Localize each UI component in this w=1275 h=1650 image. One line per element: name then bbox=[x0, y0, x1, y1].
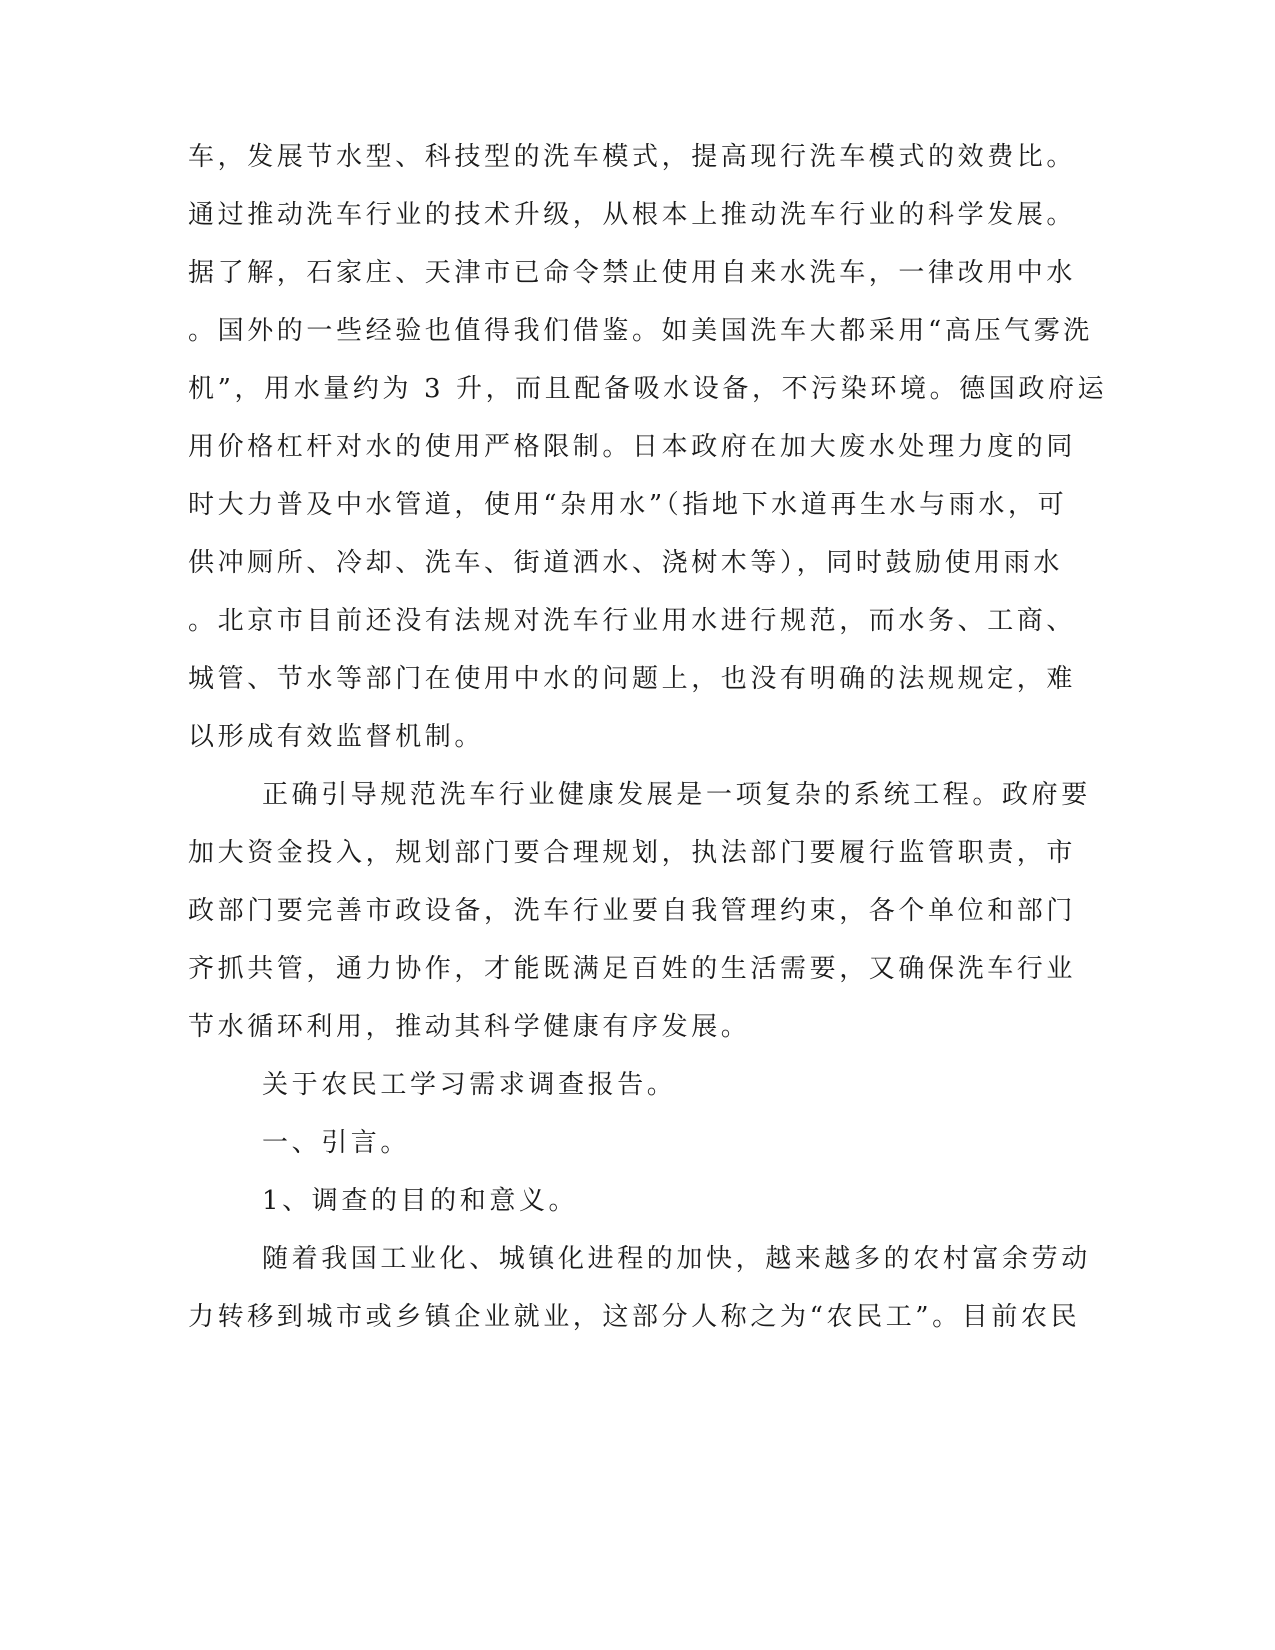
text-line: 节水循环利用，推动其科学健康有序发展。 bbox=[188, 1012, 751, 1042]
text-line: 政部门要完善市政设备，洗车行业要自我管理约束，各个单位和部门 bbox=[188, 896, 1077, 926]
subsection-heading: 1、调查的目的和意义。 bbox=[262, 1186, 579, 1216]
text-line: 以形成有效监督机制。 bbox=[188, 722, 485, 752]
text-line: 齐抓共管，通力协作，才能既满足百姓的生活需要，又确保洗车行业 bbox=[188, 954, 1077, 984]
text-line: 。北京市目前还没有法规对洗车行业用水进行规范，而水务、工商、 bbox=[188, 606, 1077, 636]
text-line: 机”，用水量约为 3 升，而且配备吸水设备，不污染环境。德国政府运 bbox=[188, 374, 1108, 404]
text-line: 。国外的一些经验也值得我们借鉴。如美国洗车大都采用“高压气雾洗 bbox=[188, 316, 1093, 346]
section-heading: 一、引言。 bbox=[262, 1128, 411, 1158]
text-line: 城管、节水等部门在使用中水的问题上，也没有明确的法规规定，难 bbox=[188, 664, 1077, 694]
text-line: 据了解，石家庄、天津市已命令禁止使用自来水洗车，一律改用中水 bbox=[188, 258, 1077, 288]
text-line: 加大资金投入，规划部门要合理规划，执法部门要履行监管职责，市 bbox=[188, 838, 1077, 868]
text-line: 供冲厕所、冷却、洗车、街道洒水、浇树木等），同时鼓励使用雨水 bbox=[188, 548, 1064, 578]
paragraph-first-line: 正确引导规范洗车行业健康发展是一项复杂的系统工程。政府要 bbox=[262, 780, 1091, 810]
report-title: 关于农民工学习需求调查报告。 bbox=[262, 1070, 677, 1100]
text-line: 通过推动洗车行业的技术升级，从根本上推动洗车行业的科学发展。 bbox=[188, 200, 1077, 230]
text-line: 用价格杠杆对水的使用严格限制。日本政府在加大废水处理力度的同 bbox=[188, 432, 1077, 462]
text-line: 时大力普及中水管道，使用“杂用水”（指地下水道再生水与雨水，可 bbox=[188, 490, 1068, 520]
text-line: 力转移到城市或乡镇企业就业，这部分人称之为“农民工”。目前农民 bbox=[188, 1302, 1081, 1332]
text-line: 车，发展节水型、科技型的洗车模式，提高现行洗车模式的效费比。 bbox=[188, 142, 1077, 172]
paragraph-first-line: 随着我国工业化、城镇化进程的加快，越来越多的农村富余劳动 bbox=[262, 1244, 1091, 1274]
